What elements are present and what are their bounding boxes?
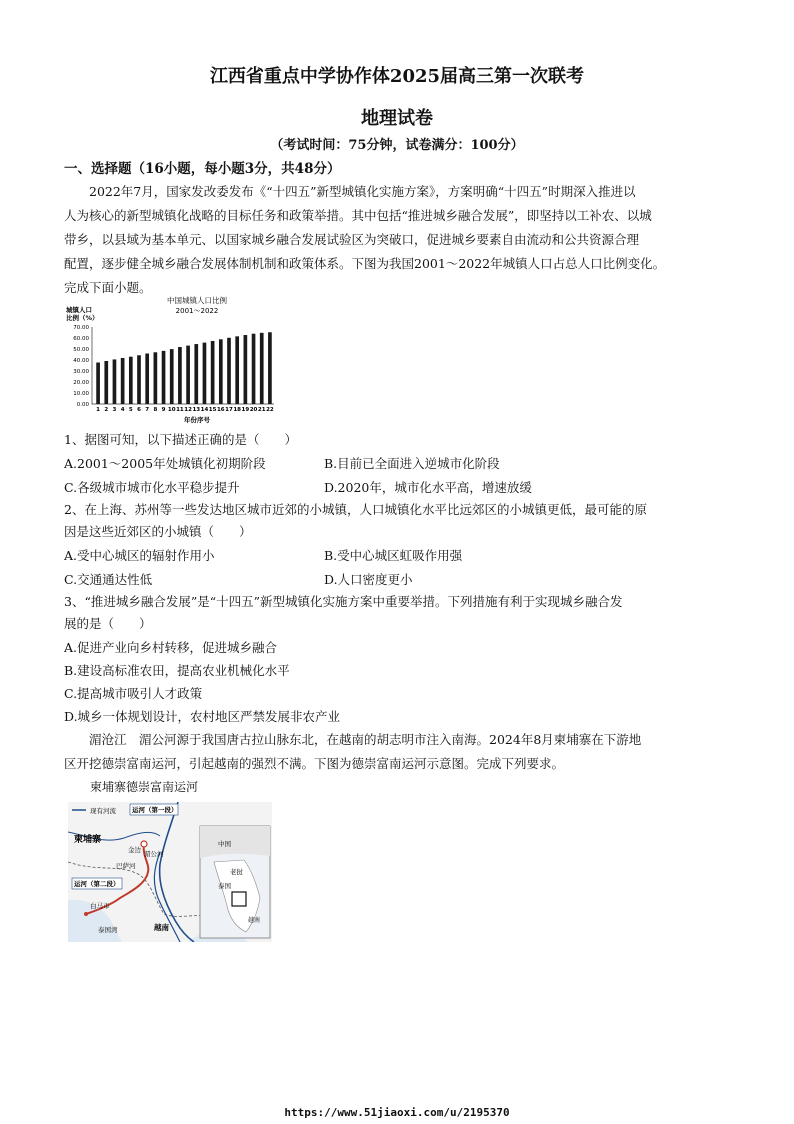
y-tick-label: 10.00 (73, 391, 89, 397)
x-tick-label: 9 (161, 407, 166, 413)
subject-title: 地理试卷 (361, 108, 433, 129)
intro-line: 2022年7月，国家发改委发布《“十四五”新型城镇化实施方案》，方案明确“十四五”时期深入推进以 (89, 184, 636, 199)
chart-bar (145, 354, 149, 404)
intro-line: 完成下面小题。 (64, 280, 152, 295)
chart-bar (268, 332, 272, 404)
x-tick-label: 21 (257, 407, 266, 413)
chart-ylabel-2: 比例（%） (66, 314, 99, 322)
y-tick-label: 0.00 (76, 402, 89, 408)
y-tick-label: 50.00 (73, 347, 89, 353)
section-heading: 一、选择题（16小题，每小题3分，共48分） (64, 161, 341, 177)
chart-bar (96, 363, 100, 404)
kep-marker (84, 912, 88, 916)
canal-map (68, 802, 272, 942)
label-canal2: 运河（第二段） (74, 880, 120, 888)
inset-label-china: 中国 (218, 840, 231, 848)
phnom-penh-marker (141, 841, 147, 847)
x-tick-label: 19 (241, 407, 250, 413)
chart-bar (252, 334, 256, 404)
exam-title: 江西省重点中学协作体2025届高三第一次联考 (209, 66, 585, 87)
q3-option-b: B.建设高标准农田，提高农业机械化水平 (64, 663, 290, 678)
urbanization-chart (62, 294, 282, 426)
q1-option-c: C.各级城市城市化水平稳步提升 (64, 480, 240, 495)
y-tick-label: 70.00 (73, 325, 89, 331)
chart-ylabel-1: 城镇人口 (66, 306, 92, 314)
q2-option-c: C.交通通达性低 (64, 572, 153, 587)
intro-line: 人为核心的新型城镇化战略的目标任务和政策举措。其中包括“推进城乡融合发展”，即坚持以工补农、以城 (64, 208, 652, 223)
label-vietnam: 越南 (154, 923, 169, 932)
q2-stem-1: 2、在上海、苏州等一些发达地区城市近郊的小城镇，人口城镇化水平比远郊区的小城镇更低，最可能的原 (64, 502, 647, 517)
chart-bar (129, 357, 133, 404)
chart-bar (260, 333, 264, 404)
passage-line: 区开挖德崇富南运河，引起越南的强烈不满。下图为德崇富南运河示意图。完成下列要求。 (64, 756, 565, 771)
y-tick-label: 30.00 (73, 369, 89, 375)
q3-stem-1: 3、“推进城乡融合发展”是“十四五”新型城镇化实施方案中重要举措。下列措施有利于实现城乡融合发 (64, 594, 623, 609)
chart-bar (186, 346, 190, 404)
q1-option-b: B.目前已全面进入逆城市化阶段 (324, 456, 500, 471)
q2-option-b: B.受中心城区虹吸作用强 (324, 548, 463, 563)
map-legend: 现有河流 (90, 807, 116, 815)
exam-info: （考试时间：75分钟，试卷满分：100分） (270, 138, 524, 153)
q3-stem-2: 展的是（ ） (64, 616, 152, 631)
label-gulf: 泰国湾 (98, 926, 118, 934)
intro-line: 带乡，以县域为基本单元、以国家城乡融合发展试验区为突破口，促进城乡要素自由流动和公共资源合理 (64, 232, 640, 247)
chart-title: 中国城镇人口比例 (167, 296, 227, 305)
label-bassac: 巴萨河 (116, 862, 136, 870)
x-tick-label: 11 (176, 407, 184, 413)
q2-stem-2: 因是这些近郊区的小城镇（ ） (64, 524, 252, 539)
footer-url[interactable]: https://www.51jiaoxi.com/u/2195370 (284, 1106, 510, 1119)
q2-option-a: A.受中心城区的辐射作用小 (64, 548, 215, 563)
x-tick-label: 10 (167, 407, 176, 413)
chart-bar (154, 352, 158, 404)
chart-bar (137, 355, 141, 404)
x-tick-label: 15 (208, 407, 217, 413)
chart-bar (178, 347, 182, 404)
q2-option-d: D.人口密度更小 (324, 572, 413, 587)
chart-bar (227, 338, 231, 404)
x-tick-label: 20 (249, 407, 258, 413)
x-tick-label: 5 (128, 407, 133, 413)
chart-bar (104, 361, 108, 404)
x-tick-label: 17 (225, 407, 233, 413)
q1-option-d: D.2020年，城市化水平高，增速放缓 (324, 480, 532, 495)
inset-china-land (200, 826, 270, 858)
q1-option-a: A.2001～2005年处城镇化初期阶段 (64, 456, 266, 471)
x-tick-label: 3 (112, 407, 117, 413)
passage-2 (64, 728, 732, 776)
q1-stem: 1、据图可知，以下描述正确的是（ ） (64, 432, 297, 447)
x-tick-label: 12 (184, 407, 192, 413)
x-tick-label: 4 (120, 407, 125, 413)
x-tick-label: 1 (96, 407, 101, 413)
chart-bar (194, 344, 198, 404)
y-tick-label: 40.00 (73, 358, 89, 364)
intro-line: 配置，逐步健全城乡融合发展体制机制和政策体系。下图为我国2001～2022年城镇人口占总人口比例变化。 (64, 256, 666, 271)
label-mekong: 湄公河 (144, 850, 164, 858)
chart-bar (211, 341, 215, 404)
chart-bar (170, 349, 174, 404)
x-tick-label: 22 (266, 407, 274, 413)
chart-subtitle: 2001～2022 (175, 307, 219, 315)
x-tick-label: 8 (153, 407, 158, 413)
x-tick-label: 7 (145, 407, 150, 413)
chart-xlabel: 年份序号 (184, 416, 210, 424)
q3-option-a: A.促进产业向乡村转移，促进城乡融合 (64, 640, 278, 655)
inset-label-laos: 老挝 (230, 868, 243, 876)
intro-paragraph (64, 180, 732, 300)
label-canal1: 运河（第一段） (132, 806, 178, 814)
q3-option-c: C.提高城市吸引人才政策 (64, 686, 203, 701)
map-caption: 柬埔寨德崇富南运河 (90, 780, 199, 794)
label-phnom-penh: 金边 (128, 846, 141, 854)
chart-plot (73, 325, 274, 413)
label-kep: 白马市 (90, 902, 110, 910)
q3-option-d: D.城乡一体规划设计，农村地区严禁发展非农产业 (64, 709, 341, 724)
x-tick-label: 6 (137, 407, 141, 413)
passage-line: 湄沧江 湄公河源于我国唐古拉山脉东北，在越南的胡志明市注入南海。2024年8月柬埔寨在下游地 (89, 732, 642, 747)
y-tick-label: 60.00 (73, 336, 89, 342)
chart-bar (121, 358, 125, 404)
inset-label-thailand: 泰国 (218, 882, 231, 890)
chart-bar (235, 336, 239, 404)
chart-bar (162, 351, 166, 404)
y-tick-label: 20.00 (73, 380, 89, 386)
inset-label-vietnam: 越南 (248, 917, 261, 924)
x-tick-label: 13 (192, 407, 201, 413)
x-tick-label: 2 (104, 407, 109, 413)
chart-bar (244, 335, 248, 404)
label-cambodia: 柬埔寨 (74, 835, 102, 845)
chart-bar (203, 343, 207, 404)
chart-bar (219, 339, 223, 404)
x-tick-label: 18 (233, 407, 242, 413)
x-tick-label: 14 (200, 407, 209, 413)
chart-bar (113, 359, 117, 404)
x-tick-label: 16 (216, 407, 225, 413)
